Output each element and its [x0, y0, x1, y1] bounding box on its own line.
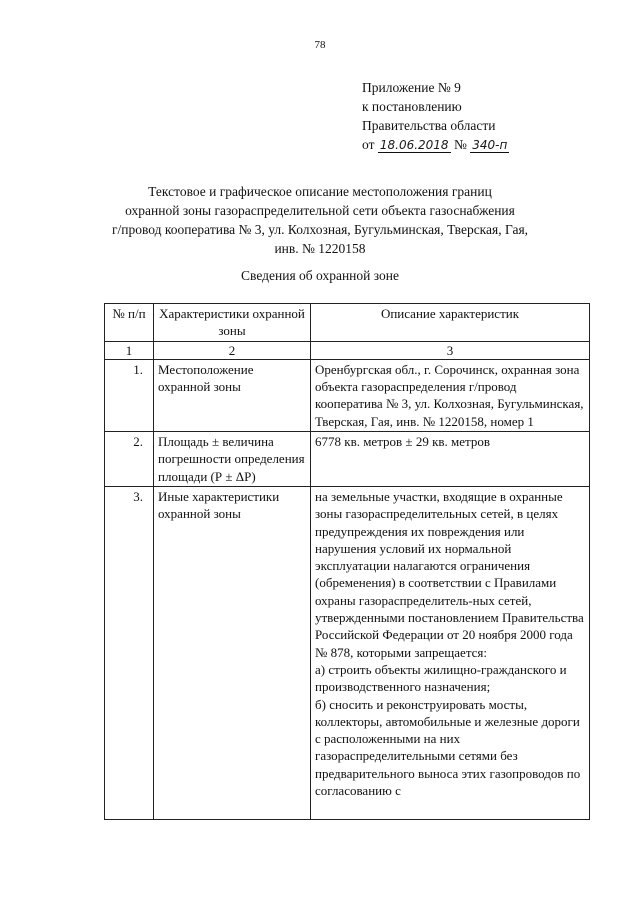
table-row	[105, 432, 590, 487]
restrictions-text: на земельные участки, входящие в охранные зоны газораспределительных сетей, в целях предупреждения их повреждения или нарушения условий их нормальной эксплуатации налагаются ограничения (обременения) в соответствии с Правилами охраны газораспределитель-ных сетей, утвержденными постановлением Правительства Российской Федерации от 20 ноября 2000 года № 878, которыми запрещается:	[315, 488, 584, 660]
header-row	[105, 304, 590, 342]
title-line-2: охранной зоны газораспределительной сети объекта газоснабжения	[125, 203, 515, 218]
row-number: 2.	[105, 432, 154, 487]
row-characteristic: Местоположение охранной зоны	[154, 359, 311, 431]
title-line-3: г/провод кооператива № 3, ул. Колхозная, Бугульминская, Тверская, Гая,	[111, 222, 529, 237]
protection-zone-table	[104, 303, 590, 820]
table-row	[105, 486, 590, 819]
title-line-1: Текстовое и графическое описание местоположения границ	[148, 184, 492, 199]
appendix-block	[362, 78, 612, 154]
row-description	[311, 486, 590, 819]
from-label: от	[362, 137, 375, 152]
restriction-item-b: б) сносить и реконструировать мосты, коллекторы, автомобильные и железные дороги с расположенными на них газораспределительными сетями без предварительного выноса этих газопроводов по согласованию с	[315, 696, 581, 799]
appendix-title: Приложение № 9	[362, 80, 461, 95]
restriction-item-a: а) строить объекты жилищно-гражданского и производственного назначения;	[315, 661, 567, 695]
number-label: №	[453, 137, 467, 152]
appendix-line-2: к постановлению	[362, 99, 462, 114]
handwritten-number: 340-п	[472, 138, 508, 152]
index-cell: 1	[105, 341, 154, 359]
appendix-line-3: Правительства области	[362, 118, 496, 133]
header-description: Описание характеристик	[311, 304, 590, 342]
row-characteristic: Площадь ± величина погрешности определения площади (Р ± ΔР)	[154, 432, 311, 487]
appendix-date-line	[362, 135, 612, 154]
header-num: № п/п	[105, 304, 154, 342]
index-cell: 2	[154, 341, 311, 359]
row-description: Оренбургская обл., г. Сорочинск, охранная зона объекта газораспределения г/провод кооператива № 3, ул. Колхозная, Бугульминская, Тверская, Гая, инв. № 1220158, номер 1	[311, 359, 590, 431]
title-line-4: инв. № 1220158	[274, 241, 366, 256]
page-number: 78	[314, 39, 326, 51]
row-characteristic: Иные характеристики охранной зоны	[154, 486, 311, 819]
index-cell: 3	[311, 341, 590, 359]
handwritten-date: 18.06.2018	[379, 138, 449, 152]
header-characteristic: Характеристики охранной зоны	[154, 304, 311, 342]
index-row	[105, 341, 590, 359]
row-description: 6778 кв. метров ± 29 кв. метров	[311, 432, 590, 487]
table-row	[105, 359, 590, 431]
document-title	[60, 182, 580, 258]
row-number: 3.	[105, 486, 154, 819]
section-subtitle: Сведения об охранной зоне	[241, 268, 399, 283]
row-number: 1.	[105, 359, 154, 431]
